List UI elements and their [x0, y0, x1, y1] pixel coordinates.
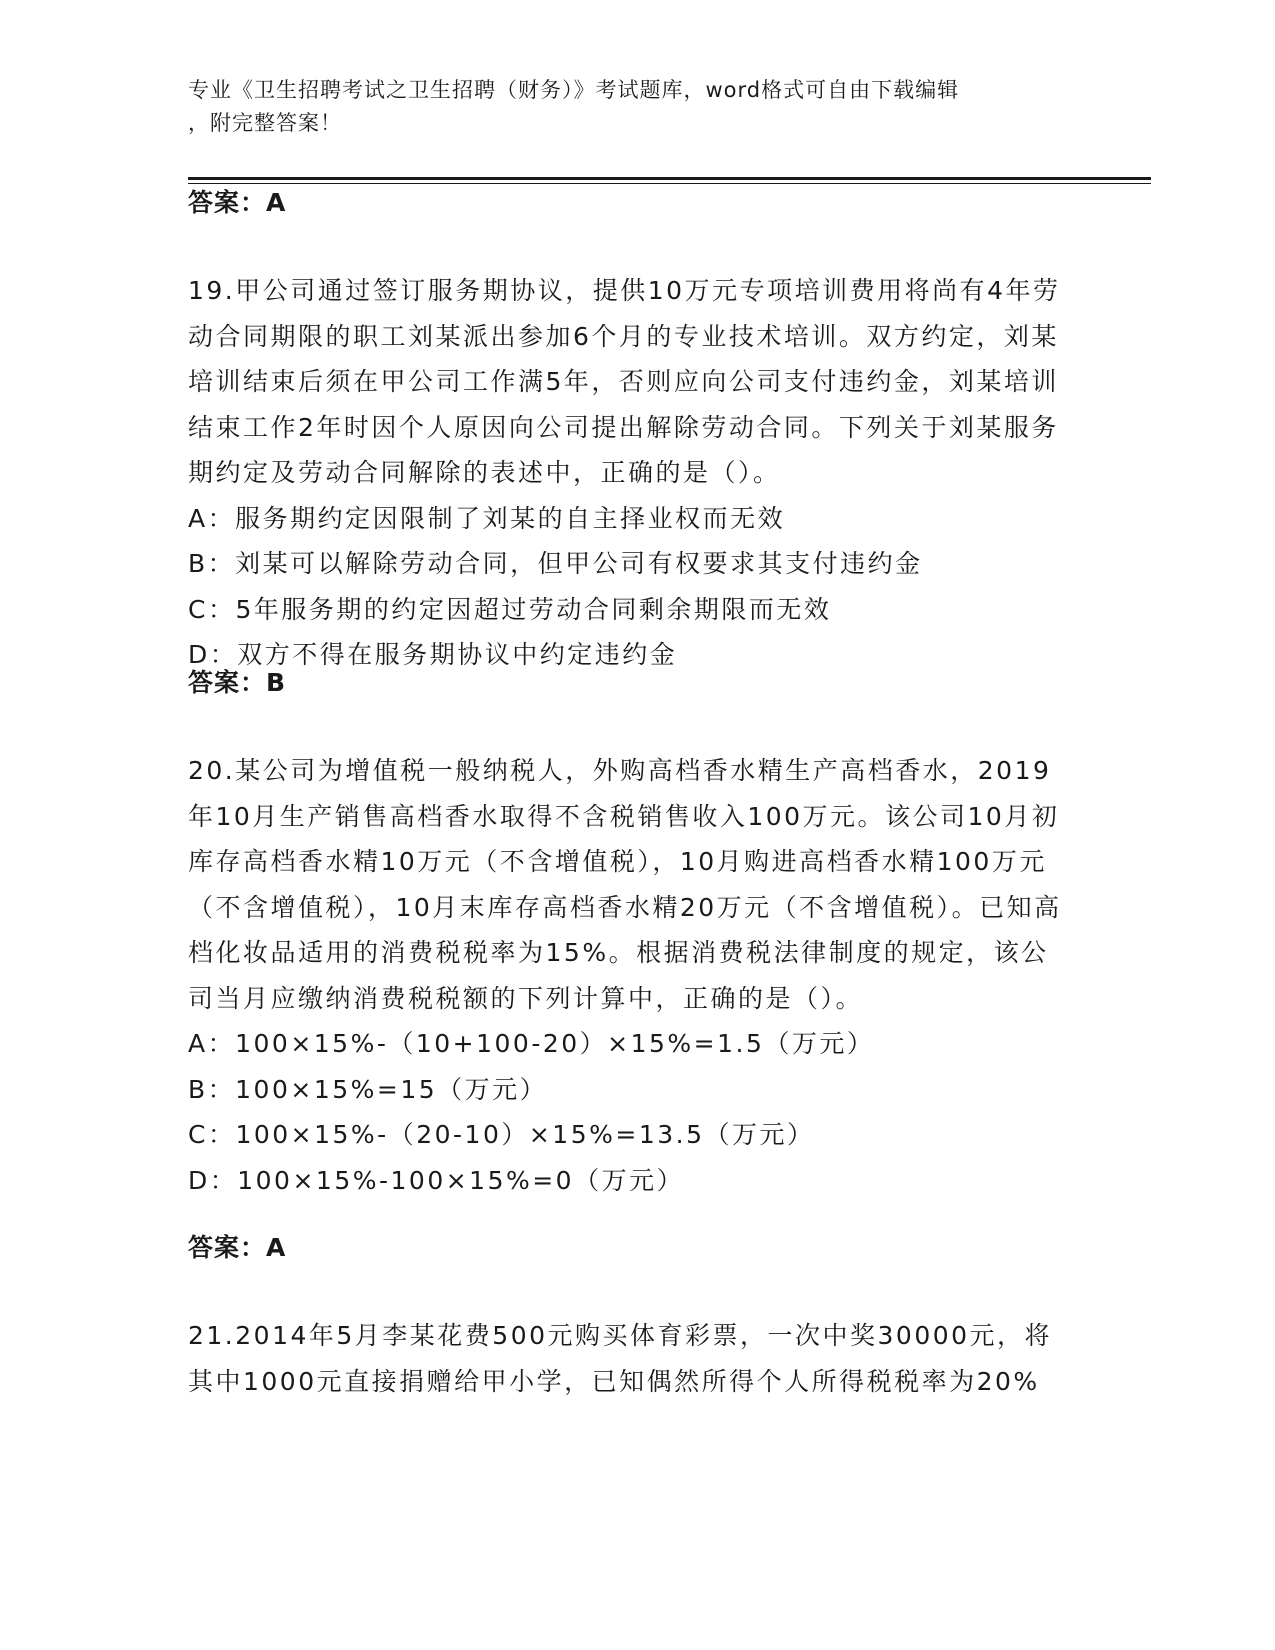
- header-line-1: 专业《卫生招聘考试之卫生招聘（财务）》考试题库，word格式可自由下载编辑: [188, 78, 960, 102]
- question-text: 20.某公司为增值税一般纳税人，外购高档香水精生产高档香水，2019年10月生产销售高档香水取得不含税销售收入100万元。该公司10月初库存高档香水精10万元（不含增值税），10月购进高档香水精100万元（不含增值税），10月末库存高档香水精20万元（不含增值税）。已知高档化妆品适用的消费税税率为15%。根据消费税法律制度的规定，该公司当月应缴纳消费税税额的下列计算中，正确的是（）。: [188, 756, 1062, 1013]
- question-20: [188, 748, 1073, 1203]
- option-a: A：服务期约定因限制了刘某的自主择业权而无效: [188, 503, 786, 533]
- question-19: [188, 268, 1073, 678]
- question-text: 19.甲公司通过签订服务期协议，提供10万元专项培训费用将尚有4年劳动合同期限的职工刘某派出参加6个月的专业技术培训。双方约定，刘某培训结束后须在甲公司工作满5年，否则应向公司支付违约金，刘某培训结束工作2年时因个人原因向公司提出解除劳动合同。下列关于刘某服务期约定及劳动合同解除的表述中，正确的是（）。: [188, 276, 1061, 487]
- answer-19: 答案：B: [188, 668, 287, 697]
- option-d: D：双方不得在服务期协议中约定违约金: [188, 640, 678, 669]
- option-b: B：100×15%=15（万元）: [188, 1074, 548, 1104]
- header-line-2: ，附完整答案！: [188, 111, 342, 135]
- question-21: [188, 1313, 1073, 1404]
- option-b: B：刘某可以解除劳动合同，但甲公司有权要求其支付违约金: [188, 549, 923, 578]
- option-a: A：100×15%-（10+100-20）×15%=1.5（万元）: [188, 1029, 875, 1058]
- option-c: C：5年服务期的约定因超过劳动合同剩余期限而无效: [188, 594, 832, 624]
- option-c: C：100×15%-（20-10）×15%=13.5（万元）: [188, 1120, 815, 1149]
- answer-20: 答案：A: [188, 1233, 287, 1262]
- header-divider-thin: [188, 183, 1151, 184]
- document-header: [188, 74, 1068, 140]
- answer-previous: 答案：A: [188, 188, 287, 217]
- option-d: D：100×15%-100×15%=0（万元）: [188, 1165, 685, 1195]
- question-text: 21.2014年5月李某花费500元购买体育彩票，一次中奖30000元，将其中1000元直接捐赠给甲小学，已知偶然所得个人所得税税率为20%: [188, 1321, 1053, 1396]
- header-divider-thick: [188, 177, 1151, 180]
